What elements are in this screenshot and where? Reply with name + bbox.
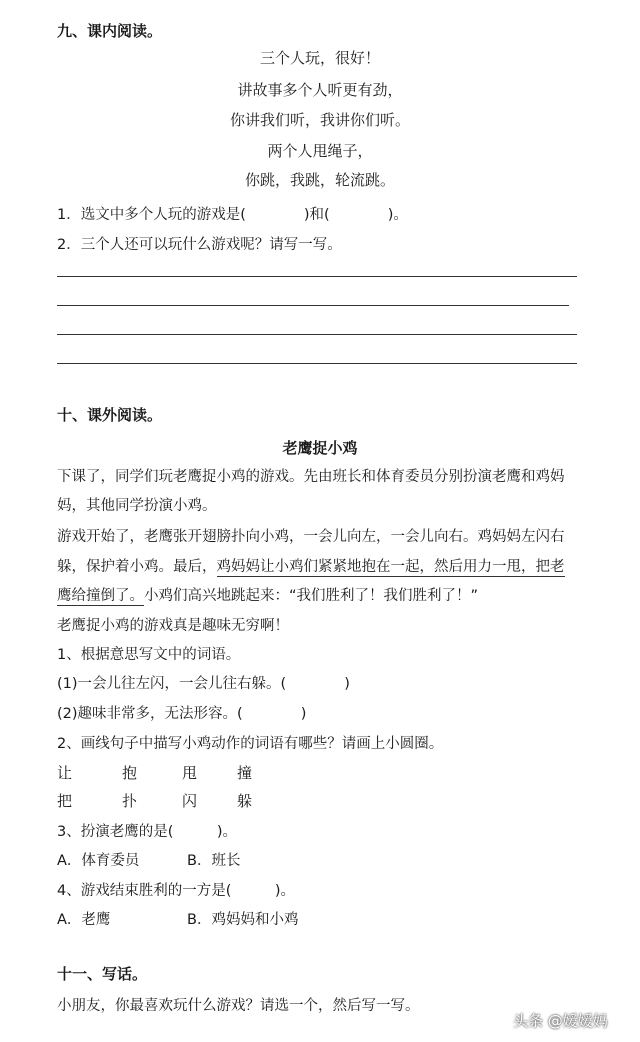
word-shuai[interactable]: 甩 — [182, 764, 198, 782]
sec10-question-1b: (2)趣味非常多，无法形容。( ) — [57, 706, 307, 722]
q4-option-a[interactable]: A．老鹰 — [57, 912, 111, 928]
word-bao[interactable]: 抱 — [122, 764, 138, 782]
q3-option-a[interactable]: A．体育委员 — [57, 853, 140, 869]
paragraph-2-text: 躲，保护着小鸡。最后， — [57, 559, 217, 575]
underlined-sentence-part-1: 鸡妈妈让小鸡们紧紧地抱在一起，然后用力一甩，把老 — [216, 559, 565, 575]
paragraph-2-text-end: 小鸡们高兴地跳起来：“我们胜利了！我们胜利了！” — [144, 588, 479, 604]
article-paragraph-2-line-1: 游戏开始了，老鹰张开翅膀扑向小鸡，一会儿向左，一会儿向右。鸡妈妈左闪右 — [57, 529, 565, 545]
poem-line-4: 两个人甩绳子， — [267, 142, 373, 160]
sec9-question-1: 1．选文中多个人玩的游戏是( )和( )。 — [57, 207, 408, 223]
article-paragraph-3: 老鹰捉小鸡的游戏真是趣味无穷啊！ — [57, 618, 289, 634]
article-paragraph-2-line-2 — [57, 555, 565, 576]
article-paragraph-2-line-3 — [57, 584, 478, 605]
article-paragraph-1-line-2: 妈，其他同学扮演小鸡。 — [57, 498, 217, 514]
poem-line-2: 讲故事多个人听更有劲， — [237, 81, 403, 99]
answer-line-1[interactable] — [57, 276, 577, 277]
sec10-question-1: 1、根据意思写文中的词语。 — [57, 647, 241, 663]
word-duo[interactable]: 躲 — [237, 792, 253, 810]
answer-line-3[interactable] — [57, 334, 577, 335]
sec10-question-3: 3、扮演老鹰的是( )。 — [57, 824, 238, 840]
article-title: 老鹰捉小鸡 — [282, 439, 358, 457]
sec10-question-1a: (1)一会儿往左闪，一会儿往右躲。( ) — [57, 676, 350, 692]
sec9-question-2: 2．三个人还可以玩什么游戏呢？请写一写。 — [57, 237, 342, 253]
q3-option-b[interactable]: B．班长 — [187, 853, 241, 869]
article-paragraph-1-line-1: 下课了，同学们玩老鹰捉小鸡的游戏。先由班长和体育委员分别扮演老鹰和鸡妈 — [57, 469, 565, 485]
section-9-title: 九、课内阅读。 — [57, 22, 163, 40]
answer-line-4[interactable] — [57, 363, 577, 364]
word-rang[interactable]: 让 — [57, 764, 73, 782]
sec10-question-2: 2、画线句子中描写小鸡动作的词语有哪些？请画上小圆圈。 — [57, 736, 444, 752]
word-shan[interactable]: 闪 — [182, 792, 198, 810]
poem-line-3: 你讲我们听，我讲你们听。 — [229, 111, 410, 129]
q4-option-b[interactable]: B．鸡妈妈和小鸡 — [187, 912, 299, 928]
word-zhuang[interactable]: 撞 — [237, 764, 253, 782]
writing-prompt: 小朋友，你最喜欢玩什么游戏？请选一个，然后写一写。 — [57, 998, 420, 1014]
sec10-question-4: 4、游戏结束胜利的一方是( )。 — [57, 883, 296, 899]
section-10-title: 十、课外阅读。 — [57, 406, 163, 424]
word-ba[interactable]: 把 — [57, 792, 73, 810]
watermark: 头条 @嫒嫒妈 — [513, 1012, 608, 1030]
word-pu[interactable]: 扑 — [122, 792, 138, 810]
underlined-sentence-part-2: 鹰给撞倒了。 — [57, 588, 144, 604]
answer-line-2[interactable] — [57, 305, 569, 306]
section-11-title: 十一、写话。 — [57, 965, 148, 983]
poem-line-1: 三个人玩，很好！ — [259, 49, 380, 67]
poem-line-5: 你跳，我跳，轮流跳。 — [244, 171, 395, 189]
